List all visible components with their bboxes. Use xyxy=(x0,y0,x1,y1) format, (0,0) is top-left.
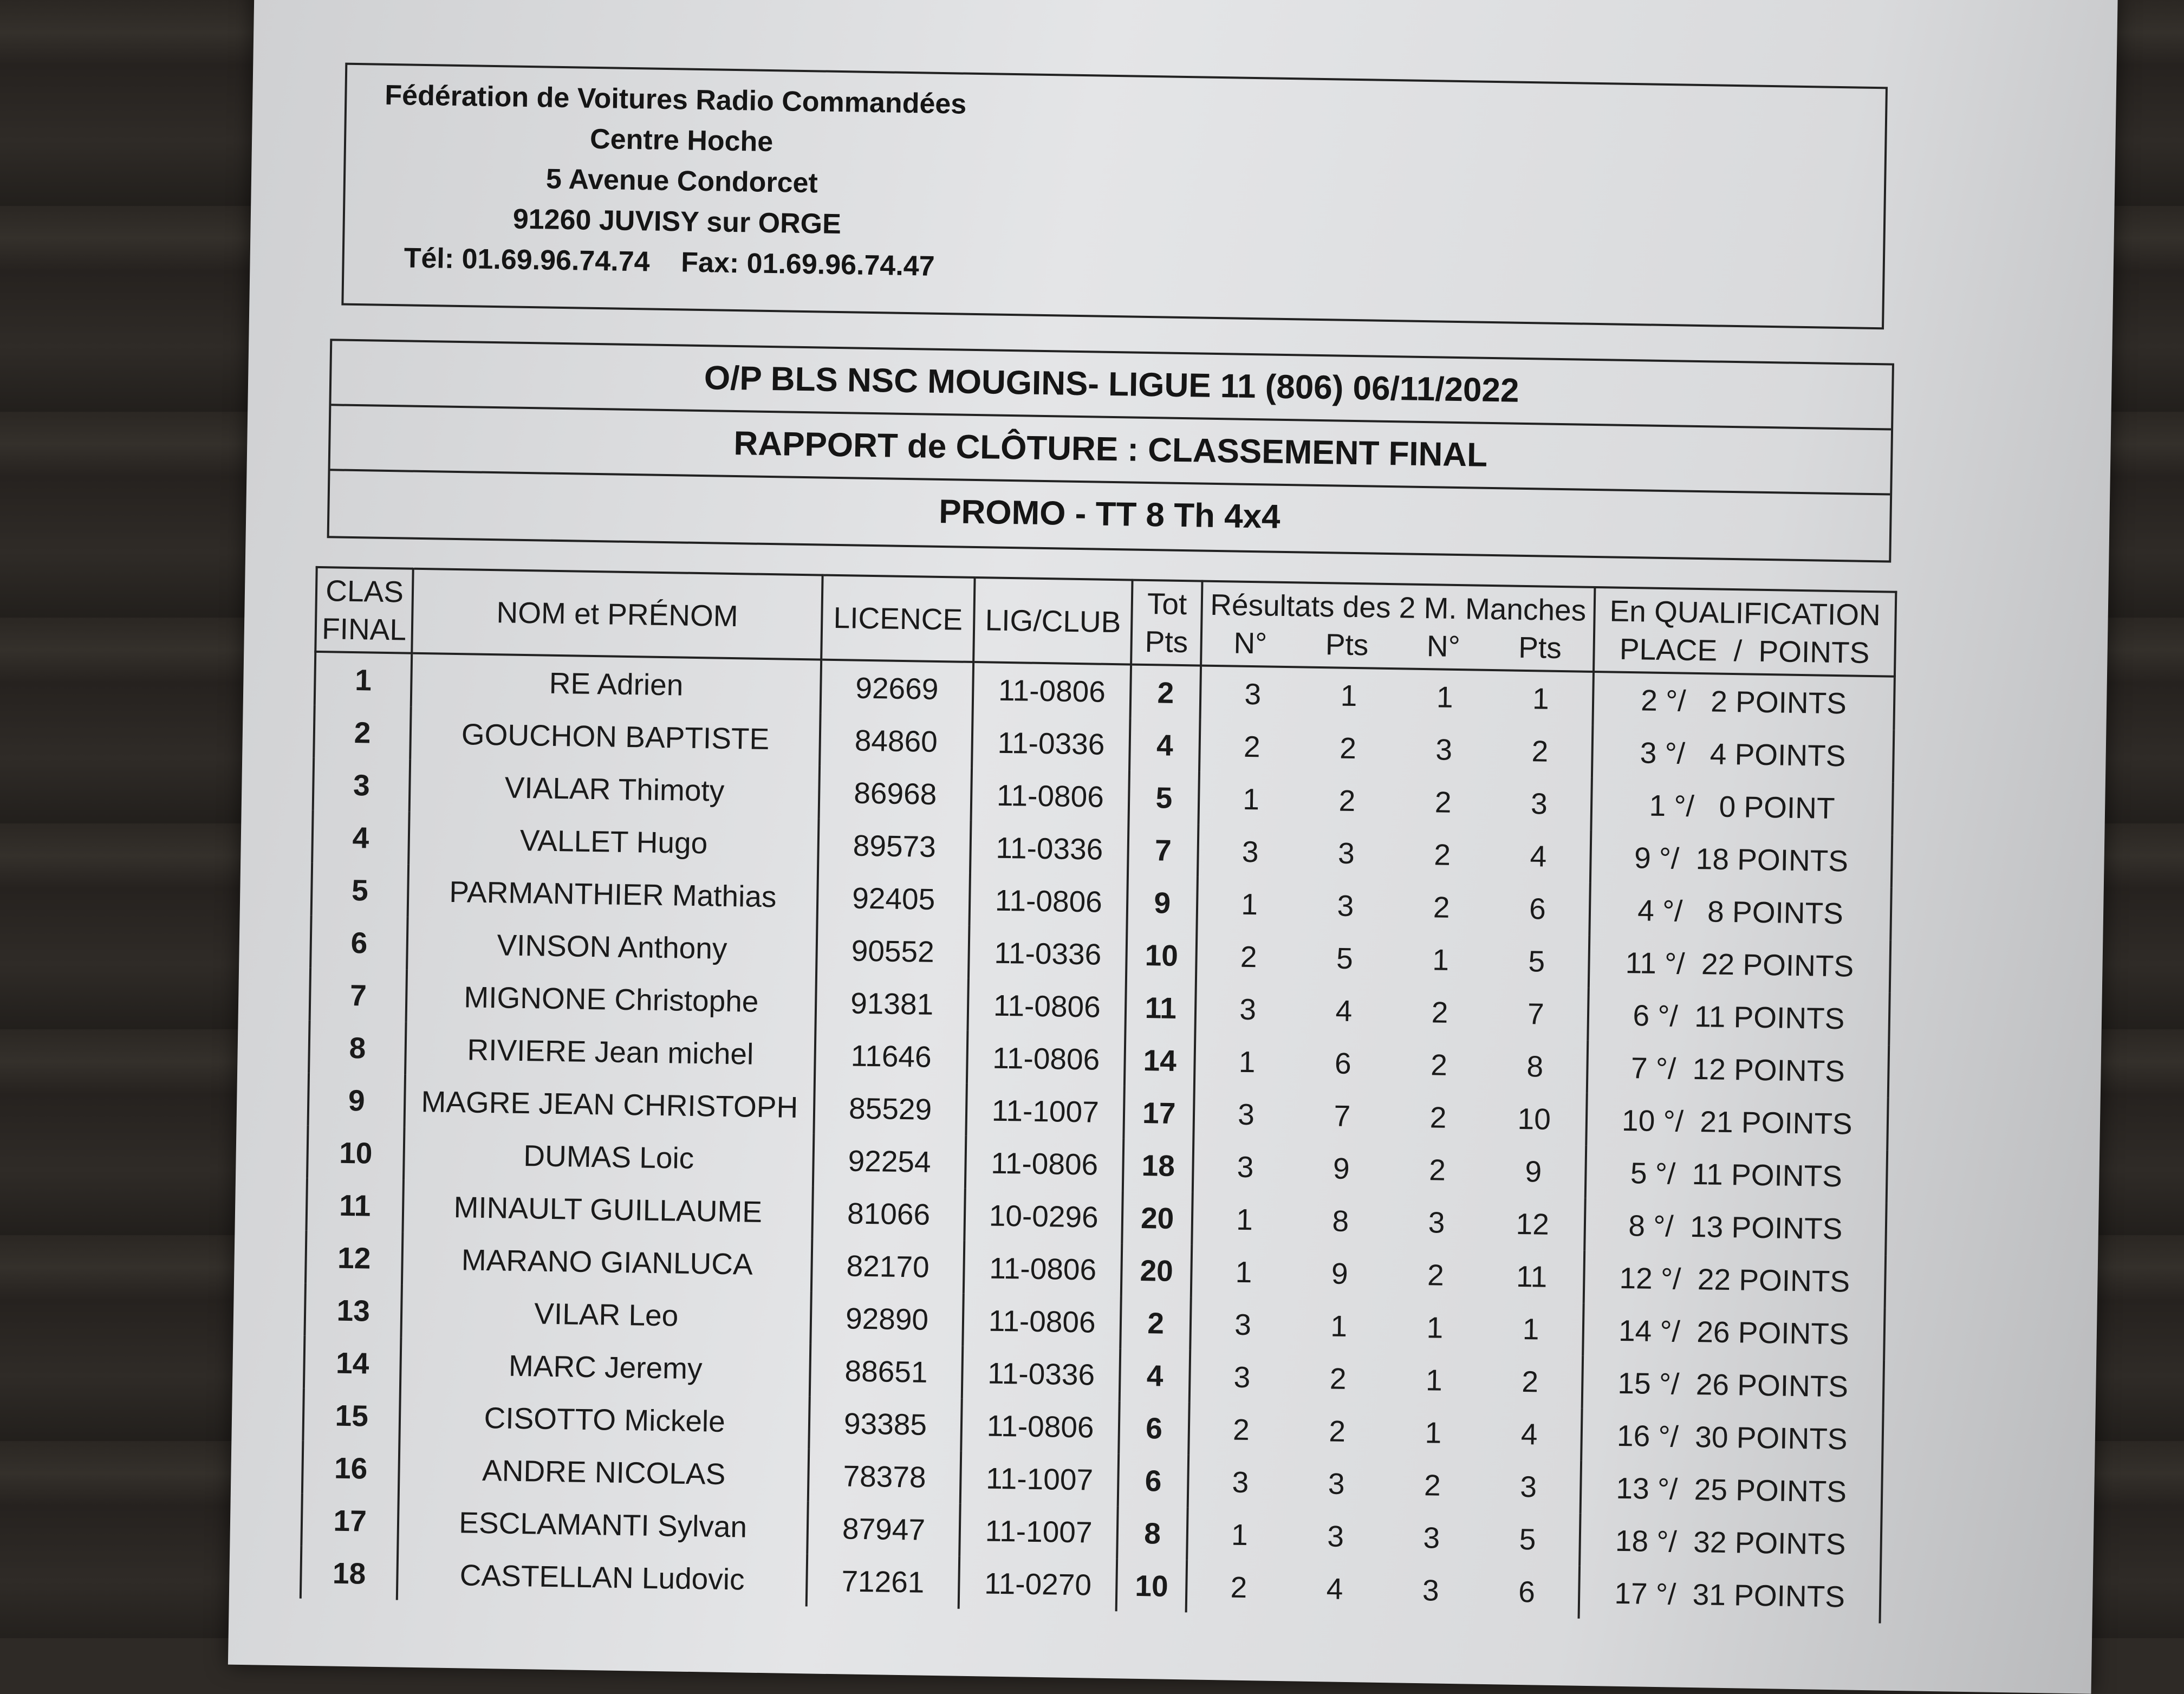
licence-cell: 93385 xyxy=(809,1396,961,1451)
heat2-points: 4 xyxy=(1520,1417,1538,1451)
qualification-cell: 9 °/ 18 POINTS xyxy=(1590,830,1893,888)
rank-cell: 2 xyxy=(314,705,411,760)
heat2-number: 2 xyxy=(1427,1257,1445,1292)
results-cell xyxy=(1193,1139,1586,1198)
heat1-points: 2 xyxy=(1338,783,1356,817)
heat1-number: 3 xyxy=(1244,677,1262,711)
heat1-points: 3 xyxy=(1337,888,1354,923)
qualification-cell: 15 °/ 26 POINTS xyxy=(1582,1356,1884,1413)
heat2-number: 2 xyxy=(1433,890,1450,924)
heat1-points: 8 xyxy=(1332,1204,1349,1238)
qualification-cell: 13 °/ 25 POINTS xyxy=(1581,1461,1883,1518)
heat2-points: 9 xyxy=(1525,1154,1542,1189)
title-block xyxy=(327,339,1894,562)
heat2-number: 2 xyxy=(1424,1468,1441,1502)
heat1-points: 6 xyxy=(1334,1046,1352,1080)
licence-cell: 90552 xyxy=(816,924,969,978)
header-name: NOM et PRÉNOM xyxy=(412,569,822,660)
club-cell: 11-0336 xyxy=(968,926,1127,981)
licence-cell: 88651 xyxy=(810,1343,963,1398)
heat1-number: 1 xyxy=(1238,1044,1256,1079)
rank-cell: 18 xyxy=(301,1546,398,1600)
name-cell: PARMANTHIER Mathias xyxy=(408,865,818,924)
heat2-points: 3 xyxy=(1530,786,1548,821)
rank-cell: 12 xyxy=(306,1231,403,1285)
total-points-cell: 18 xyxy=(1123,1138,1193,1192)
rank-cell: 8 xyxy=(309,1021,406,1075)
rank-cell: 9 xyxy=(308,1073,406,1127)
report-title: RAPPORT de CLÔTURE : CLASSEMENT FINAL xyxy=(330,406,1891,495)
federation-street: 5 Avenue Condorcet xyxy=(545,163,818,199)
total-points-cell: 8 xyxy=(1117,1506,1188,1560)
header-clas: CLAS xyxy=(325,574,404,609)
rank-cell: 1 xyxy=(315,652,412,707)
header-pts: Pts xyxy=(1145,624,1188,659)
header-qualification xyxy=(1594,587,1896,677)
heat2-points: 5 xyxy=(1528,944,1545,978)
club-cell: 11-0336 xyxy=(972,716,1130,771)
name-cell: VIALAR Thimoty xyxy=(410,760,820,819)
qualification-cell: 5 °/ 11 POINTS xyxy=(1585,1146,1888,1203)
header-heat1-number: N° xyxy=(1233,626,1268,660)
heat1-points: 2 xyxy=(1329,1361,1347,1396)
name-cell: MAGRE JEAN CHRISTOPH xyxy=(405,1075,815,1134)
club-cell: 11-1007 xyxy=(959,1504,1118,1559)
heat2-points: 6 xyxy=(1529,891,1546,926)
total-points-cell: 10 xyxy=(1126,929,1197,982)
results-cell xyxy=(1186,1560,1580,1618)
rank-cell: 4 xyxy=(312,810,410,865)
header-heat2-number: N° xyxy=(1426,629,1461,664)
heat2-points: 6 xyxy=(1518,1574,1536,1608)
heat2-number: 1 xyxy=(1436,679,1454,714)
header-ligclub: LIG/CLUB xyxy=(973,577,1133,665)
heat1-points: 1 xyxy=(1340,678,1357,712)
total-points-cell: 7 xyxy=(1128,823,1198,877)
header-heat1-points: Pts xyxy=(1325,627,1369,662)
name-cell: MIGNONE Christophe xyxy=(406,970,816,1029)
licence-cell: 81066 xyxy=(812,1186,965,1241)
qualification-cell: 11 °/ 22 POINTS xyxy=(1589,936,1891,993)
header-final: FINAL xyxy=(321,612,407,647)
heat2-points: 3 xyxy=(1519,1469,1537,1504)
licence-cell: 71261 xyxy=(807,1554,959,1608)
header-results-title: Résultats des 2 M. Manches xyxy=(1210,587,1587,627)
name-cell: CISOTTO Mickele xyxy=(400,1390,810,1449)
federation-city: 91260 JUVISY sur ORGE xyxy=(512,203,842,241)
federation-header xyxy=(341,63,1888,330)
heat1-number: 2 xyxy=(1240,939,1257,973)
qualification-cell: 10 °/ 21 POINTS xyxy=(1586,1093,1888,1151)
heat1-points: 3 xyxy=(1328,1466,1345,1501)
name-cell: ESCLAMANTI Sylvan xyxy=(398,1495,808,1554)
club-cell: 11-0806 xyxy=(967,978,1126,1034)
results-sheet xyxy=(228,0,2118,1694)
name-cell: MARC Jeremy xyxy=(400,1338,810,1397)
heat2-points: 12 xyxy=(1516,1206,1550,1241)
qualification-cell: 6 °/ 11 POINTS xyxy=(1588,988,1890,1046)
total-points-cell: 11 xyxy=(1126,981,1196,1034)
heat2-points: 2 xyxy=(1531,734,1549,768)
results-cell xyxy=(1196,930,1589,988)
heat1-number: 1 xyxy=(1243,782,1260,816)
federation-centre: Centre Hoche xyxy=(589,123,774,158)
heat1-points: 3 xyxy=(1337,836,1355,870)
name-cell: MINAULT GUILLAUME xyxy=(403,1180,813,1239)
total-points-cell: 4 xyxy=(1120,1348,1190,1402)
heat1-number: 1 xyxy=(1240,887,1258,921)
club-cell: 11-0270 xyxy=(959,1556,1117,1612)
heat2-points: 1 xyxy=(1522,1312,1540,1346)
licence-cell: 92890 xyxy=(810,1291,963,1346)
heat1-points: 1 xyxy=(1330,1308,1348,1343)
licence-cell: 11646 xyxy=(815,1028,967,1083)
heat2-points: 2 xyxy=(1521,1364,1539,1399)
name-cell: DUMAS Loic xyxy=(404,1127,814,1186)
heat2-number: 2 xyxy=(1434,784,1452,819)
heat2-points: 11 xyxy=(1516,1259,1548,1294)
heat2-number: 3 xyxy=(1435,732,1453,767)
heat2-number: 3 xyxy=(1423,1520,1440,1555)
rank-cell: 3 xyxy=(313,758,411,812)
name-cell: VALLET Hugo xyxy=(408,812,818,871)
heat2-points: 8 xyxy=(1526,1049,1544,1083)
rank-cell: 17 xyxy=(301,1494,399,1548)
club-cell: 11-0806 xyxy=(969,873,1128,929)
heat1-points: 2 xyxy=(1339,731,1357,765)
results-cell xyxy=(1200,666,1593,725)
total-points-cell: 6 xyxy=(1119,1401,1190,1455)
heat1-points: 3 xyxy=(1327,1518,1344,1553)
heat1-number: 3 xyxy=(1242,834,1259,868)
name-cell: RE Adrien xyxy=(411,653,821,713)
total-points-cell: 2 xyxy=(1121,1296,1191,1349)
heat2-points: 10 xyxy=(1517,1101,1551,1136)
heat1-number: 2 xyxy=(1243,729,1261,763)
qualification-cell: 12 °/ 22 POINTS xyxy=(1584,1251,1886,1308)
heat2-number: 2 xyxy=(1428,1152,1446,1187)
results-cell xyxy=(1191,1244,1584,1303)
results-cell xyxy=(1188,1402,1582,1461)
rank-cell: 6 xyxy=(310,916,408,970)
heat1-number: 2 xyxy=(1232,1412,1250,1446)
heat1-number: 1 xyxy=(1235,1255,1252,1289)
heat2-points: 7 xyxy=(1527,996,1545,1031)
qualification-cell: 2 °/ 2 POINTS xyxy=(1592,672,1895,730)
heat1-number: 3 xyxy=(1232,1465,1249,1499)
qualification-cell: 18 °/ 32 POINTS xyxy=(1580,1514,1882,1571)
header-total-points xyxy=(1132,580,1202,666)
qualification-cell: 3 °/ 4 POINTS xyxy=(1592,725,1894,783)
licence-cell: 91381 xyxy=(816,976,968,1031)
qualification-cell: 8 °/ 13 POINTS xyxy=(1584,1198,1887,1256)
header-clas-final xyxy=(315,567,413,653)
heat1-points: 2 xyxy=(1328,1413,1346,1448)
licence-cell: 87947 xyxy=(807,1501,960,1556)
heat2-number: 3 xyxy=(1428,1205,1445,1239)
results-cell xyxy=(1192,1192,1585,1250)
rank-cell: 15 xyxy=(303,1388,400,1443)
club-cell: 11-0336 xyxy=(962,1346,1121,1401)
heat2-number: 3 xyxy=(1422,1573,1440,1607)
total-points-cell: 14 xyxy=(1124,1033,1195,1087)
qualification-cell: 14 °/ 26 POINTS xyxy=(1583,1303,1885,1361)
heat2-points: 1 xyxy=(1532,681,1550,716)
total-points-cell: 5 xyxy=(1129,771,1199,825)
name-cell: MARANO GIANLUCA xyxy=(402,1232,812,1291)
header-results xyxy=(1201,581,1595,672)
qualification-cell: 17 °/ 31 POINTS xyxy=(1578,1566,1881,1624)
licence-cell: 89573 xyxy=(818,819,971,873)
total-points-cell: 20 xyxy=(1121,1243,1192,1297)
total-points-cell: 2 xyxy=(1130,665,1201,719)
club-cell: 11-0336 xyxy=(970,821,1129,876)
heat2-number: 2 xyxy=(1430,1047,1448,1082)
heat1-number: 1 xyxy=(1236,1202,1253,1236)
heat1-number: 3 xyxy=(1237,1150,1254,1184)
name-cell: VINSON Anthony xyxy=(407,917,817,976)
results-cell xyxy=(1198,825,1591,883)
name-cell: CASTELLAN Ludovic xyxy=(397,1547,807,1606)
category-title: PROMO - TT 8 Th 4x4 xyxy=(938,492,1281,536)
heat1-points: 9 xyxy=(1331,1256,1349,1290)
results-cell xyxy=(1187,1507,1580,1566)
heat2-number: 2 xyxy=(1431,995,1448,1029)
rank-cell: 7 xyxy=(310,968,407,1022)
licence-cell: 92669 xyxy=(821,660,973,716)
header-licence: LICENCE xyxy=(821,575,974,662)
club-cell: 10-0296 xyxy=(964,1189,1123,1244)
federation-phone-fax: Tél: 01.69.96.74.74 Fax: 01.69.96.74.47 xyxy=(404,242,935,282)
results-cell xyxy=(1188,1455,1581,1513)
total-points-cell: 10 xyxy=(1116,1559,1187,1612)
federation-name: Fédération de Voitures Radio Commandées xyxy=(384,79,967,120)
heat2-number: 1 xyxy=(1425,1415,1442,1450)
rank-cell: 16 xyxy=(302,1441,400,1495)
total-points-cell: 20 xyxy=(1122,1191,1193,1244)
club-cell: 11-0806 xyxy=(961,1399,1120,1454)
header-qualification-sub: PLACE / POINTS xyxy=(1619,632,1870,670)
heat1-number: 3 xyxy=(1234,1307,1252,1341)
licence-cell: 85529 xyxy=(814,1081,967,1135)
heat1-points: 5 xyxy=(1336,941,1354,975)
total-points-cell: 6 xyxy=(1118,1453,1188,1507)
qualification-cell: 7 °/ 12 POINTS xyxy=(1587,1041,1889,1098)
heat2-number: 1 xyxy=(1432,942,1450,977)
licence-cell: 78378 xyxy=(808,1449,961,1503)
heat1-number: 3 xyxy=(1237,1097,1255,1131)
name-cell: GOUCHON BAPTISTE xyxy=(410,707,820,766)
heat1-number: 3 xyxy=(1233,1360,1251,1394)
heat2-number: 2 xyxy=(1433,837,1451,872)
rank-cell: 10 xyxy=(307,1126,405,1180)
results-cell xyxy=(1195,982,1588,1041)
rank-cell: 14 xyxy=(304,1336,401,1390)
qualification-cell: 1 °/ 0 POINT xyxy=(1591,778,1893,835)
results-table xyxy=(300,566,1897,1624)
name-cell: RIVIERE Jean michel xyxy=(405,1022,815,1081)
total-points-cell: 9 xyxy=(1127,876,1198,930)
heat1-points: 4 xyxy=(1335,994,1353,1028)
licence-cell: 92405 xyxy=(817,871,970,926)
heat1-points: 7 xyxy=(1334,1099,1351,1133)
heat2-points: 5 xyxy=(1519,1522,1536,1556)
results-cell xyxy=(1197,877,1590,936)
rank-cell: 13 xyxy=(304,1283,402,1338)
header-tot: Tot xyxy=(1147,587,1187,621)
club-cell: 11-0806 xyxy=(965,1136,1124,1191)
header-heat2-points: Pts xyxy=(1518,630,1562,665)
total-points-cell: 17 xyxy=(1124,1086,1194,1139)
results-cell xyxy=(1190,1297,1583,1355)
total-points-cell: 4 xyxy=(1129,718,1200,772)
heat2-number: 1 xyxy=(1425,1362,1443,1397)
club-cell: 11-0806 xyxy=(973,662,1132,718)
name-cell: VILAR Leo xyxy=(401,1285,811,1344)
heat2-points: 4 xyxy=(1530,839,1547,873)
licence-cell: 86968 xyxy=(819,766,972,821)
results-cell xyxy=(1190,1349,1583,1408)
qualification-cell: 16 °/ 30 POINTS xyxy=(1581,1409,1883,1466)
club-cell: 11-0806 xyxy=(971,768,1130,823)
rank-cell: 5 xyxy=(311,863,409,917)
heat1-points: 9 xyxy=(1332,1151,1350,1185)
results-cell xyxy=(1198,772,1591,830)
results-cell xyxy=(1194,1034,1588,1093)
heat1-points: 4 xyxy=(1326,1571,1343,1606)
licence-cell: 84860 xyxy=(820,713,972,768)
heat1-number: 3 xyxy=(1239,992,1257,1026)
rank-cell: 11 xyxy=(306,1178,404,1232)
club-cell: 11-0806 xyxy=(964,1241,1122,1296)
qualification-cell: 4 °/ 8 POINTS xyxy=(1589,883,1891,940)
club-cell: 11-1007 xyxy=(966,1083,1124,1139)
heat2-number: 2 xyxy=(1429,1100,1447,1134)
results-cell xyxy=(1193,1087,1587,1145)
club-cell: 11-0806 xyxy=(967,1031,1126,1086)
results-cell xyxy=(1199,719,1592,778)
name-cell: ANDRE NICOLAS xyxy=(399,1443,809,1502)
licence-cell: 82170 xyxy=(811,1238,964,1293)
event-title: O/P BLS NSC MOUGINS- LIGUE 11 (806) 06/11/2022 xyxy=(331,341,1892,430)
heat1-number: 2 xyxy=(1230,1570,1247,1604)
club-cell: 11-0806 xyxy=(963,1294,1121,1349)
licence-cell: 92254 xyxy=(813,1133,966,1188)
club-cell: 11-1007 xyxy=(960,1451,1119,1507)
heat1-number: 1 xyxy=(1231,1517,1249,1552)
header-qualification-title: En QUALIFICATION xyxy=(1609,594,1881,632)
heat2-number: 1 xyxy=(1426,1310,1444,1345)
